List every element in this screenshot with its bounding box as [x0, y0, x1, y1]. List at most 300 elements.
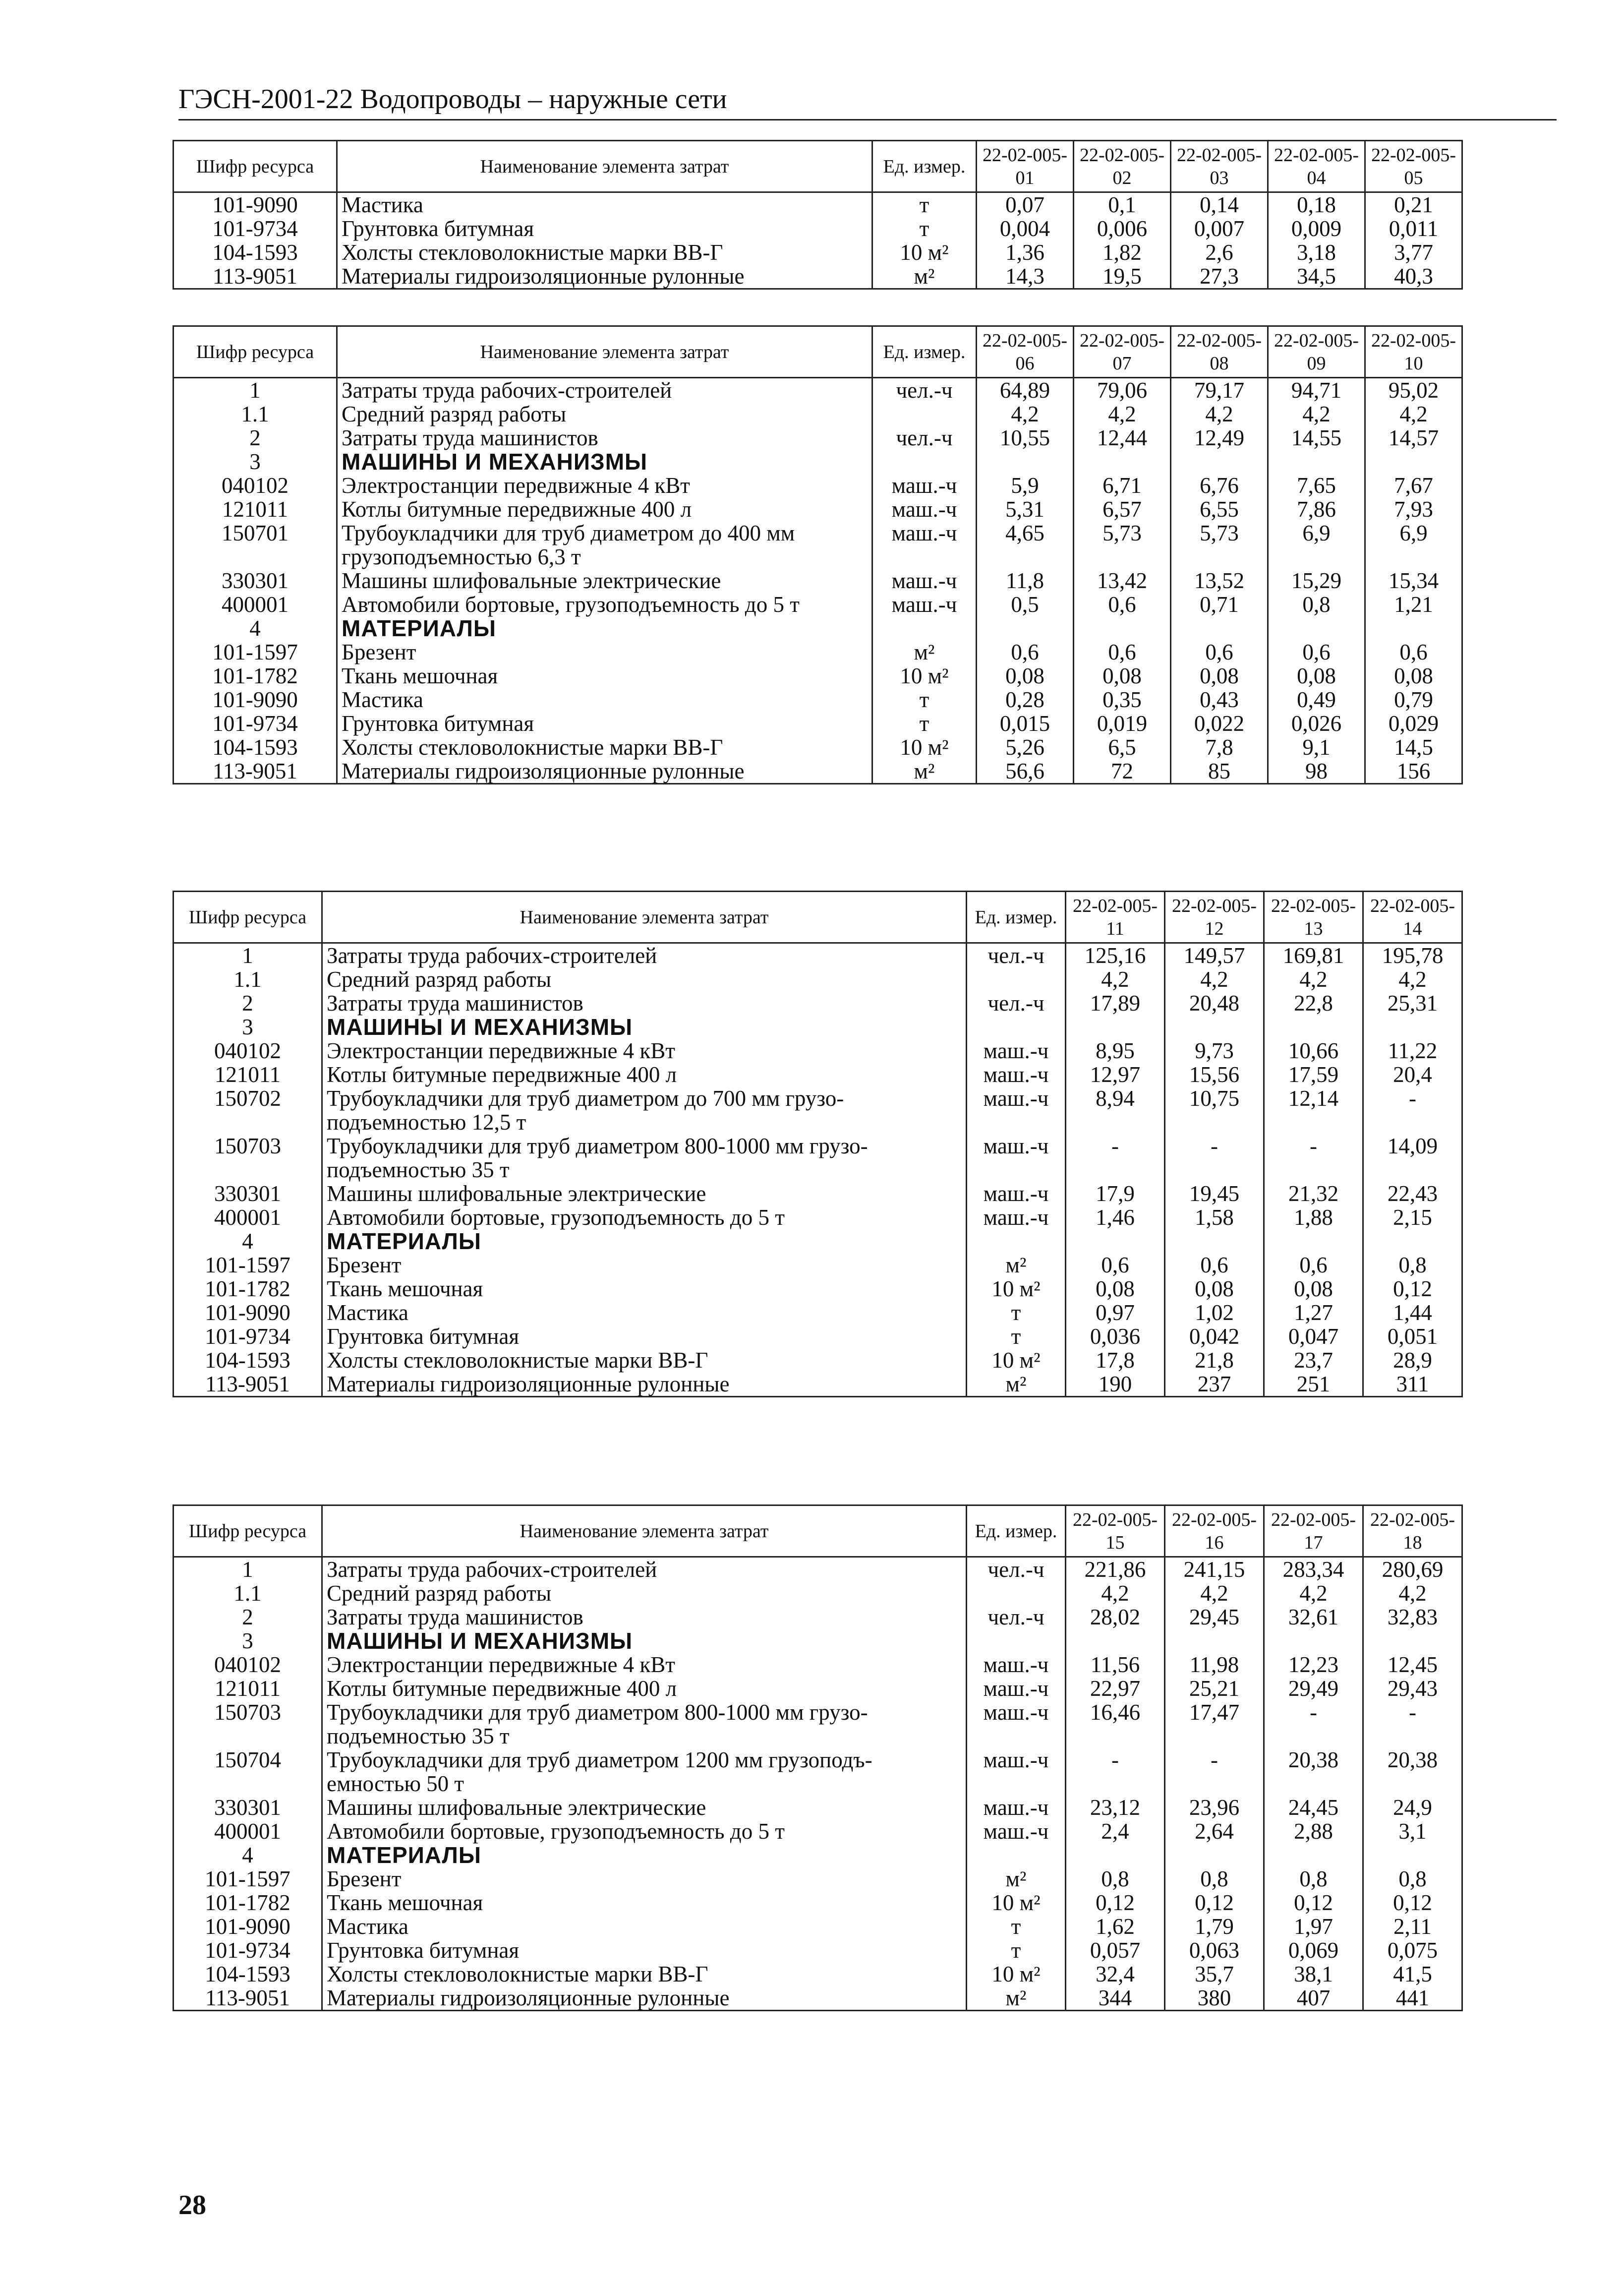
unit-of-measure: маш.-ч — [967, 1700, 1066, 1748]
norm-value: 0,6 — [1268, 640, 1365, 664]
table-row — [174, 1843, 1462, 1867]
unit-of-measure: 10 м² — [967, 1891, 1066, 1915]
norm-value: 79,17 — [1171, 378, 1268, 403]
unit-of-measure — [967, 967, 1066, 991]
cost-item-name: Ткань мешочная — [337, 664, 872, 688]
unit-of-measure: т — [967, 1915, 1066, 1938]
resource-code: 040102 — [174, 1653, 322, 1677]
table-row — [174, 1938, 1462, 1962]
table-row — [174, 1677, 1462, 1700]
norm-value: 1,62 — [1066, 1915, 1165, 1938]
cost-item-name: Средний разряд работы — [337, 402, 872, 426]
norm-value: 0,009 — [1268, 217, 1365, 240]
norm-value — [1268, 450, 1365, 474]
norm-value: 441 — [1363, 1986, 1462, 2011]
resource-code: 101-9090 — [174, 1915, 322, 1938]
norm-value: 7,93 — [1365, 497, 1462, 521]
norm-value: 0,08 — [1066, 1277, 1165, 1301]
unit-of-measure: т — [872, 688, 977, 712]
resource-code: 4 — [174, 1229, 322, 1253]
col-header-name: Наименование элемента затрат — [322, 1505, 967, 1557]
col-header-norm-code: 22-02-005-13 — [1264, 892, 1363, 943]
resource-code: 4 — [174, 1843, 322, 1867]
norm-value — [1165, 1843, 1264, 1867]
norm-value: 4,2 — [1066, 967, 1165, 991]
table-row — [174, 1063, 1462, 1086]
table-row — [174, 1915, 1462, 1938]
resource-code: 040102 — [174, 1039, 322, 1063]
norm-value: 17,89 — [1066, 991, 1165, 1015]
norm-table-1 — [173, 140, 1461, 290]
norm-value: 4,2 — [1365, 402, 1462, 426]
unit-of-measure: маш.-ч — [967, 1039, 1066, 1063]
cost-item-name: Средний разряд работы — [322, 1581, 967, 1605]
unit-of-measure: м² — [967, 1253, 1066, 1277]
unit-of-measure: маш.-ч — [872, 593, 977, 616]
unit-of-measure: м² — [872, 264, 977, 289]
table-row — [174, 1986, 1462, 2011]
col-header-norm-code: 22-02-005-14 — [1363, 892, 1462, 943]
norm-value: 1,82 — [1074, 240, 1171, 264]
norm-value: 0,069 — [1264, 1938, 1363, 1962]
norm-value: 1,46 — [1066, 1205, 1165, 1229]
norm-value — [977, 616, 1074, 640]
page-header: ГЭСН-2001-22 Водопроводы – наружные сети — [178, 84, 727, 115]
table-row — [174, 1962, 1462, 1986]
norm-value: 14,3 — [977, 264, 1074, 289]
norm-value: 11,22 — [1363, 1039, 1462, 1063]
norm-value: 4,2 — [1264, 967, 1363, 991]
norm-value: 0,004 — [977, 217, 1074, 240]
resource-code: 104-1593 — [174, 735, 337, 759]
cost-item-name: Брезент — [322, 1867, 967, 1891]
resource-code: 150703 — [174, 1134, 322, 1182]
table-row — [174, 640, 1462, 664]
cost-item-name: Машины шлифовальные электрические — [322, 1182, 967, 1205]
col-header-unit: Ед. измер. — [967, 892, 1066, 943]
norm-value: 12,97 — [1066, 1063, 1165, 1086]
norm-value: 1,97 — [1264, 1915, 1363, 1938]
norm-value: 0,12 — [1363, 1277, 1462, 1301]
table-row — [174, 943, 1462, 968]
norm-value — [977, 450, 1074, 474]
unit-of-measure: чел.-ч — [872, 426, 977, 450]
page-number: 28 — [178, 2190, 206, 2221]
unit-of-measure: т — [967, 1938, 1066, 1962]
cost-item-name: Электростанции передвижные 4 кВт — [337, 474, 872, 497]
resource-code: 400001 — [174, 1819, 322, 1843]
norm-value: 1,36 — [977, 240, 1074, 264]
cost-item-name: Автомобили бортовые, грузоподъемность до 5 т — [322, 1819, 967, 1843]
norm-value: 12,23 — [1264, 1653, 1363, 1677]
norm-value: 8,95 — [1066, 1039, 1165, 1063]
cost-item-name: Холсты стекловолокнистые марки ВВ-Г — [337, 240, 872, 264]
norm-value: 29,49 — [1264, 1677, 1363, 1700]
norm-value: 11,8 — [977, 569, 1074, 593]
cost-item-name: Машины шлифовальные электрические — [337, 569, 872, 593]
unit-of-measure: маш.-ч — [967, 1796, 1066, 1819]
norm-value: 22,8 — [1264, 991, 1363, 1015]
cost-table — [173, 325, 1463, 784]
norm-value: 13,52 — [1171, 569, 1268, 593]
col-header-norm-code: 22-02-005-05 — [1365, 141, 1462, 192]
norm-value: 0,35 — [1074, 688, 1171, 712]
unit-of-measure — [967, 1581, 1066, 1605]
cost-item-name: Котлы битумные передвижные 400 л — [337, 497, 872, 521]
norm-value: 4,2 — [1074, 402, 1171, 426]
cost-item-name: Брезент — [337, 640, 872, 664]
norm-value: 1,44 — [1363, 1301, 1462, 1324]
resource-code: 330301 — [174, 1182, 322, 1205]
norm-value: 0,43 — [1171, 688, 1268, 712]
norm-value — [1363, 1629, 1462, 1653]
norm-value: 40,3 — [1365, 264, 1462, 289]
norm-value: 0,6 — [1074, 593, 1171, 616]
norm-value: 0,051 — [1363, 1324, 1462, 1348]
norm-value: 3,18 — [1268, 240, 1365, 264]
cost-item-name: Холсты стекловолокнистые марки ВВ-Г — [322, 1962, 967, 1986]
norm-value — [1074, 616, 1171, 640]
norm-value: 95,02 — [1365, 378, 1462, 403]
col-header-unit: Ед. измер. — [872, 141, 977, 192]
norm-value: - — [1264, 1134, 1363, 1182]
norm-value: 19,45 — [1165, 1182, 1264, 1205]
norm-value: 0,6 — [1074, 640, 1171, 664]
norm-value: 12,14 — [1264, 1086, 1363, 1134]
cost-item-name: Трубоукладчики для труб диаметром 800-1000 мм грузо-подъемностью 35 т — [322, 1134, 967, 1182]
col-header-norm-code: 22-02-005-02 — [1074, 141, 1171, 192]
col-header-norm-code: 22-02-005-10 — [1365, 326, 1462, 378]
col-header-code: Шифр ресурса — [174, 1505, 322, 1557]
norm-value: 5,73 — [1171, 521, 1268, 569]
norm-value: 85 — [1171, 759, 1268, 784]
table-row — [174, 1605, 1462, 1629]
norm-value: 34,5 — [1268, 264, 1365, 289]
norm-value: 23,96 — [1165, 1796, 1264, 1819]
norm-value: 0,6 — [1165, 1253, 1264, 1277]
norm-value: 6,57 — [1074, 497, 1171, 521]
norm-value: 0,08 — [1074, 664, 1171, 688]
norm-value: 6,76 — [1171, 474, 1268, 497]
norm-value: 29,45 — [1165, 1605, 1264, 1629]
norm-value: - — [1066, 1748, 1165, 1796]
cost-item-name: Мастика — [322, 1915, 967, 1938]
norm-value: 0,022 — [1171, 712, 1268, 735]
norm-value: 11,56 — [1066, 1653, 1165, 1677]
table-row — [174, 378, 1462, 403]
table-row — [174, 967, 1462, 991]
norm-value: 10,75 — [1165, 1086, 1264, 1134]
cost-item-name: Мастика — [337, 688, 872, 712]
unit-of-measure: чел.-ч — [967, 1557, 1066, 1582]
col-header-name: Наименование элемента затрат — [337, 141, 872, 192]
resource-code: 101-1597 — [174, 640, 337, 664]
unit-of-measure — [872, 402, 977, 426]
cost-item-name: Материалы гидроизоляционные рулонные — [322, 1986, 967, 2011]
resource-code: 400001 — [174, 1205, 322, 1229]
norm-value: 0,8 — [1363, 1867, 1462, 1891]
norm-value: 29,43 — [1363, 1677, 1462, 1700]
norm-value: 16,46 — [1066, 1700, 1165, 1748]
cost-item-name: Котлы битумные передвижные 400 л — [322, 1677, 967, 1700]
table-row — [174, 426, 1462, 450]
table-row — [174, 712, 1462, 735]
norm-value: 0,97 — [1066, 1301, 1165, 1324]
cost-item-name: Машины шлифовальные электрические — [322, 1796, 967, 1819]
col-header-norm-code: 22-02-005-12 — [1165, 892, 1264, 943]
norm-value: 407 — [1264, 1986, 1363, 2011]
norm-value: 12,49 — [1171, 426, 1268, 450]
col-header-unit: Ед. измер. — [967, 1505, 1066, 1557]
unit-of-measure: чел.-ч — [967, 943, 1066, 968]
table-row — [174, 474, 1462, 497]
norm-value: 1,21 — [1365, 593, 1462, 616]
norm-value — [1171, 450, 1268, 474]
norm-value: 21,32 — [1264, 1182, 1363, 1205]
norm-value: 0,08 — [1365, 664, 1462, 688]
norm-value: 0,8 — [1268, 593, 1365, 616]
section-heading: МАТЕРИАЛЫ — [322, 1229, 967, 1253]
col-header-norm-code: 22-02-005-09 — [1268, 326, 1365, 378]
norm-value: 3,1 — [1363, 1819, 1462, 1843]
table-row — [174, 1581, 1462, 1605]
norm-value: 0,8 — [1066, 1867, 1165, 1891]
norm-value: 0,08 — [1264, 1277, 1363, 1301]
resource-code: 113-9051 — [174, 759, 337, 784]
unit-of-measure: м² — [967, 1372, 1066, 1397]
norm-value: 251 — [1264, 1372, 1363, 1397]
col-header-norm-code: 22-02-005-07 — [1074, 326, 1171, 378]
resource-code: 400001 — [174, 593, 337, 616]
col-header-norm-code: 22-02-005-11 — [1066, 892, 1165, 943]
norm-value: 0,6 — [1365, 640, 1462, 664]
norm-value: 0,12 — [1363, 1891, 1462, 1915]
table-row — [174, 1229, 1462, 1253]
unit-of-measure: м² — [872, 640, 977, 664]
unit-of-measure: 10 м² — [872, 735, 977, 759]
norm-value — [1066, 1015, 1165, 1039]
norm-value: 20,4 — [1363, 1063, 1462, 1086]
unit-of-measure — [872, 450, 977, 474]
norm-value: 19,5 — [1074, 264, 1171, 289]
table-row — [174, 1819, 1462, 1843]
norm-value: 311 — [1363, 1372, 1462, 1397]
resource-code: 113-9051 — [174, 1986, 322, 2011]
section-heading: МАШИНЫ И МЕХАНИЗМЫ — [322, 1629, 967, 1653]
header-rule — [178, 119, 1557, 120]
norm-value: 0,21 — [1365, 192, 1462, 217]
norm-value: 28,02 — [1066, 1605, 1165, 1629]
table-row — [174, 1277, 1462, 1301]
resource-code: 2 — [174, 991, 322, 1015]
resource-code: 2 — [174, 426, 337, 450]
norm-value: 1,02 — [1165, 1301, 1264, 1324]
norm-value: 20,38 — [1363, 1748, 1462, 1796]
norm-value: 0,015 — [977, 712, 1074, 735]
norm-value: 17,59 — [1264, 1063, 1363, 1086]
norm-value: 0,1 — [1074, 192, 1171, 217]
table-row — [174, 1796, 1462, 1819]
cost-item-name: Материалы гидроизоляционные рулонные — [322, 1372, 967, 1397]
unit-of-measure: т — [967, 1324, 1066, 1348]
norm-value: 7,67 — [1365, 474, 1462, 497]
table-row — [174, 1700, 1462, 1748]
resource-code: 101-9090 — [174, 192, 337, 217]
norm-value: 221,86 — [1066, 1557, 1165, 1582]
norm-value: 0,063 — [1165, 1938, 1264, 1962]
norm-value: 0,8 — [1165, 1867, 1264, 1891]
norm-value: 79,06 — [1074, 378, 1171, 403]
resource-code: 2 — [174, 1605, 322, 1629]
norm-value: 12,45 — [1363, 1653, 1462, 1677]
unit-of-measure: 10 м² — [872, 240, 977, 264]
table-row — [174, 402, 1462, 426]
resource-code: 3 — [174, 1629, 322, 1653]
norm-value: 23,12 — [1066, 1796, 1165, 1819]
resource-code: 3 — [174, 450, 337, 474]
norm-value: 0,49 — [1268, 688, 1365, 712]
norm-value: 2,4 — [1066, 1819, 1165, 1843]
norm-value: 35,7 — [1165, 1962, 1264, 1986]
norm-value: 2,11 — [1363, 1915, 1462, 1938]
table-row — [174, 1039, 1462, 1063]
norm-value: 0,036 — [1066, 1324, 1165, 1348]
norm-value — [1165, 1629, 1264, 1653]
norm-value — [1363, 1843, 1462, 1867]
resource-code: 101-9090 — [174, 1301, 322, 1324]
resource-code: 101-1597 — [174, 1867, 322, 1891]
unit-of-measure: т — [872, 192, 977, 217]
table-row — [174, 1134, 1462, 1182]
norm-value: 0,08 — [1171, 664, 1268, 688]
norm-value: 15,29 — [1268, 569, 1365, 593]
table-row — [174, 1205, 1462, 1229]
norm-value: 4,2 — [1165, 967, 1264, 991]
unit-of-measure: маш.-ч — [872, 474, 977, 497]
norm-value: 28,9 — [1363, 1348, 1462, 1372]
norm-value — [1365, 616, 1462, 640]
norm-value: 0,79 — [1365, 688, 1462, 712]
unit-of-measure: маш.-ч — [967, 1819, 1066, 1843]
table-row — [174, 240, 1462, 264]
unit-of-measure — [967, 1843, 1066, 1867]
norm-value: 190 — [1066, 1372, 1165, 1397]
norm-value: 5,26 — [977, 735, 1074, 759]
cost-item-name: Средний разряд работы — [322, 967, 967, 991]
norm-value: 0,18 — [1268, 192, 1365, 217]
cost-item-name: Котлы битумные передвижные 400 л — [322, 1063, 967, 1086]
norm-value: 169,81 — [1264, 943, 1363, 968]
norm-value: 4,2 — [1165, 1581, 1264, 1605]
norm-value — [1264, 1015, 1363, 1039]
unit-of-measure: маш.-ч — [967, 1677, 1066, 1700]
section-heading: МАТЕРИАЛЫ — [322, 1843, 967, 1867]
unit-of-measure: маш.-ч — [967, 1182, 1066, 1205]
section-heading: МАШИНЫ И МЕХАНИЗМЫ — [337, 450, 872, 474]
table-row — [174, 1253, 1462, 1277]
norm-value: 6,9 — [1365, 521, 1462, 569]
resource-code: 101-1782 — [174, 1891, 322, 1915]
norm-value: 14,09 — [1363, 1134, 1462, 1182]
norm-value: 72 — [1074, 759, 1171, 784]
resource-code: 113-9051 — [174, 1372, 322, 1397]
unit-of-measure: м² — [967, 1867, 1066, 1891]
norm-value: 6,9 — [1268, 521, 1365, 569]
resource-code: 1 — [174, 1557, 322, 1582]
cost-item-name: Грунтовка битумная — [337, 217, 872, 240]
norm-value: 17,8 — [1066, 1348, 1165, 1372]
resource-code: 101-9734 — [174, 712, 337, 735]
norm-value: 0,12 — [1066, 1891, 1165, 1915]
unit-of-measure: 10 м² — [967, 1962, 1066, 1986]
norm-value — [1074, 450, 1171, 474]
norm-value: 15,56 — [1165, 1063, 1264, 1086]
unit-of-measure: маш.-ч — [967, 1205, 1066, 1229]
norm-value: 32,61 — [1264, 1605, 1363, 1629]
norm-table-2 — [173, 325, 1461, 784]
norm-value: 2,64 — [1165, 1819, 1264, 1843]
unit-of-measure: 10 м² — [872, 664, 977, 688]
resource-code: 113-9051 — [174, 264, 337, 289]
norm-value: 23,7 — [1264, 1348, 1363, 1372]
table-row — [174, 593, 1462, 616]
norm-value: 125,16 — [1066, 943, 1165, 968]
norm-value: 7,8 — [1171, 735, 1268, 759]
resource-code: 330301 — [174, 1796, 322, 1819]
table-row — [174, 1182, 1462, 1205]
cost-table — [173, 1504, 1463, 2011]
table-row — [174, 569, 1462, 593]
table-row — [174, 991, 1462, 1015]
table-row — [174, 664, 1462, 688]
norm-value: 0,08 — [1268, 664, 1365, 688]
norm-value: 8,94 — [1066, 1086, 1165, 1134]
norm-value: 2,6 — [1171, 240, 1268, 264]
norm-value: 94,71 — [1268, 378, 1365, 403]
resource-code: 3 — [174, 1015, 322, 1039]
norm-value: 0,6 — [1264, 1253, 1363, 1277]
resource-code: 150704 — [174, 1748, 322, 1796]
norm-value: 38,1 — [1264, 1962, 1363, 1986]
norm-value — [1066, 1229, 1165, 1253]
norm-value: 1,58 — [1165, 1205, 1264, 1229]
unit-of-measure — [967, 1229, 1066, 1253]
norm-value: 4,2 — [1363, 967, 1462, 991]
norm-value: 0,019 — [1074, 712, 1171, 735]
resource-code: 121011 — [174, 497, 337, 521]
unit-of-measure: маш.-ч — [872, 569, 977, 593]
norm-value — [1268, 616, 1365, 640]
norm-value: 0,6 — [977, 640, 1074, 664]
norm-value — [1171, 616, 1268, 640]
norm-value — [1165, 1229, 1264, 1253]
norm-value: 149,57 — [1165, 943, 1264, 968]
unit-of-measure: маш.-ч — [967, 1063, 1066, 1086]
norm-value: 0,14 — [1171, 192, 1268, 217]
norm-value: 0,6 — [1171, 640, 1268, 664]
cost-item-name: Затраты труда машинистов — [322, 991, 967, 1015]
norm-value: 1,88 — [1264, 1205, 1363, 1229]
resource-code: 330301 — [174, 569, 337, 593]
norm-value: - — [1066, 1134, 1165, 1182]
cost-item-name: Материалы гидроизоляционные рулонные — [337, 759, 872, 784]
table-row — [174, 1891, 1462, 1915]
col-header-norm-code: 22-02-005-06 — [977, 326, 1074, 378]
norm-value: 4,2 — [1264, 1581, 1363, 1605]
norm-value: 14,57 — [1365, 426, 1462, 450]
table-row — [174, 192, 1462, 217]
norm-table-3 — [173, 891, 1461, 1397]
